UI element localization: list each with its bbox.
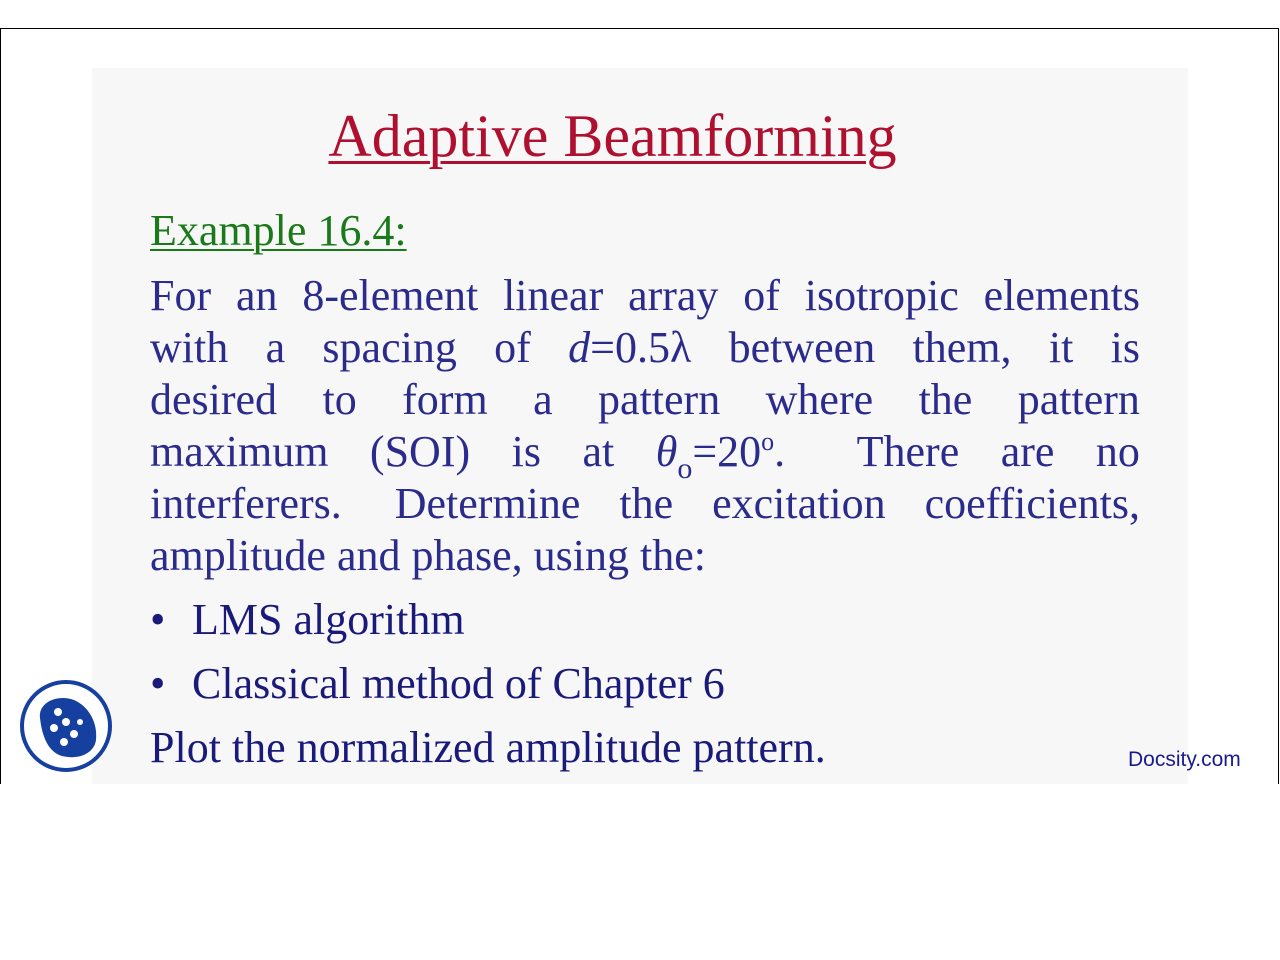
angle-expression [655, 426, 786, 485]
docsity-logo-icon [18, 678, 114, 774]
variable-d: d [568, 323, 591, 372]
bullet-text: Classical method of Chapter 6 [192, 659, 725, 708]
last-line-text: amplitude and phase, using the: [150, 531, 706, 580]
word: coefficients, [924, 479, 1140, 528]
period: . [774, 427, 786, 476]
bullet-item-classical [150, 658, 725, 710]
word: between [728, 323, 876, 372]
word: no [1095, 427, 1140, 476]
word: spacing [322, 323, 457, 372]
bullet-icon: • [150, 595, 166, 644]
word: a [533, 375, 553, 424]
word: an [235, 271, 278, 320]
word: maximum [150, 427, 329, 476]
word: For [150, 271, 212, 320]
bullet-text: LMS algorithm [192, 595, 465, 644]
word: at [582, 427, 615, 476]
word: the [619, 479, 674, 528]
spacing-expression [568, 322, 691, 374]
word: is [511, 427, 541, 476]
word: it [1048, 323, 1074, 372]
theta-symbol: θ [655, 427, 678, 476]
word: form [402, 375, 488, 424]
word: to [322, 375, 357, 424]
paragraph-line-1 [150, 270, 1140, 322]
spacing-value: =0.5λ [590, 323, 692, 372]
paragraph-line-4 [150, 426, 1140, 485]
word: a [265, 323, 286, 372]
angle-value: =20 [692, 427, 762, 476]
word: There [856, 427, 960, 476]
paragraph-line-3 [150, 374, 1140, 426]
example-heading: Example 16.4: [150, 206, 407, 255]
word: (SOI) [369, 427, 471, 476]
word: of [494, 323, 531, 372]
word: elements [983, 271, 1140, 320]
closing-instruction: Plot the normalized amplitude pattern. [150, 723, 826, 772]
word: linear [503, 271, 604, 320]
word: isotropic [804, 271, 959, 320]
word: is [1110, 323, 1140, 372]
word: of [743, 271, 780, 320]
word: the [918, 375, 973, 424]
word: where [765, 375, 874, 424]
paragraph-line-6 [150, 530, 1140, 582]
slide-title: Adaptive Beamforming [328, 103, 897, 169]
bullet-icon: • [150, 659, 166, 708]
word: excitation [712, 479, 886, 528]
paragraph-line-5 [150, 478, 1140, 530]
word: pattern [1017, 375, 1140, 424]
word: interferers. [150, 479, 342, 528]
word: with [150, 323, 229, 372]
word: are [1000, 427, 1055, 476]
word: desired [150, 375, 278, 424]
word: Determine [394, 479, 581, 528]
word: 8-element [302, 271, 479, 320]
bullet-item-lms [150, 594, 465, 646]
word: pattern [598, 375, 721, 424]
paragraph-line-2 [150, 322, 1140, 374]
theta-subscript: o [677, 452, 693, 485]
word: array [628, 271, 719, 320]
word: them, [912, 323, 1012, 372]
degree-superscript: o [761, 427, 775, 456]
watermark-link[interactable]: Docsity.com [1128, 748, 1241, 771]
